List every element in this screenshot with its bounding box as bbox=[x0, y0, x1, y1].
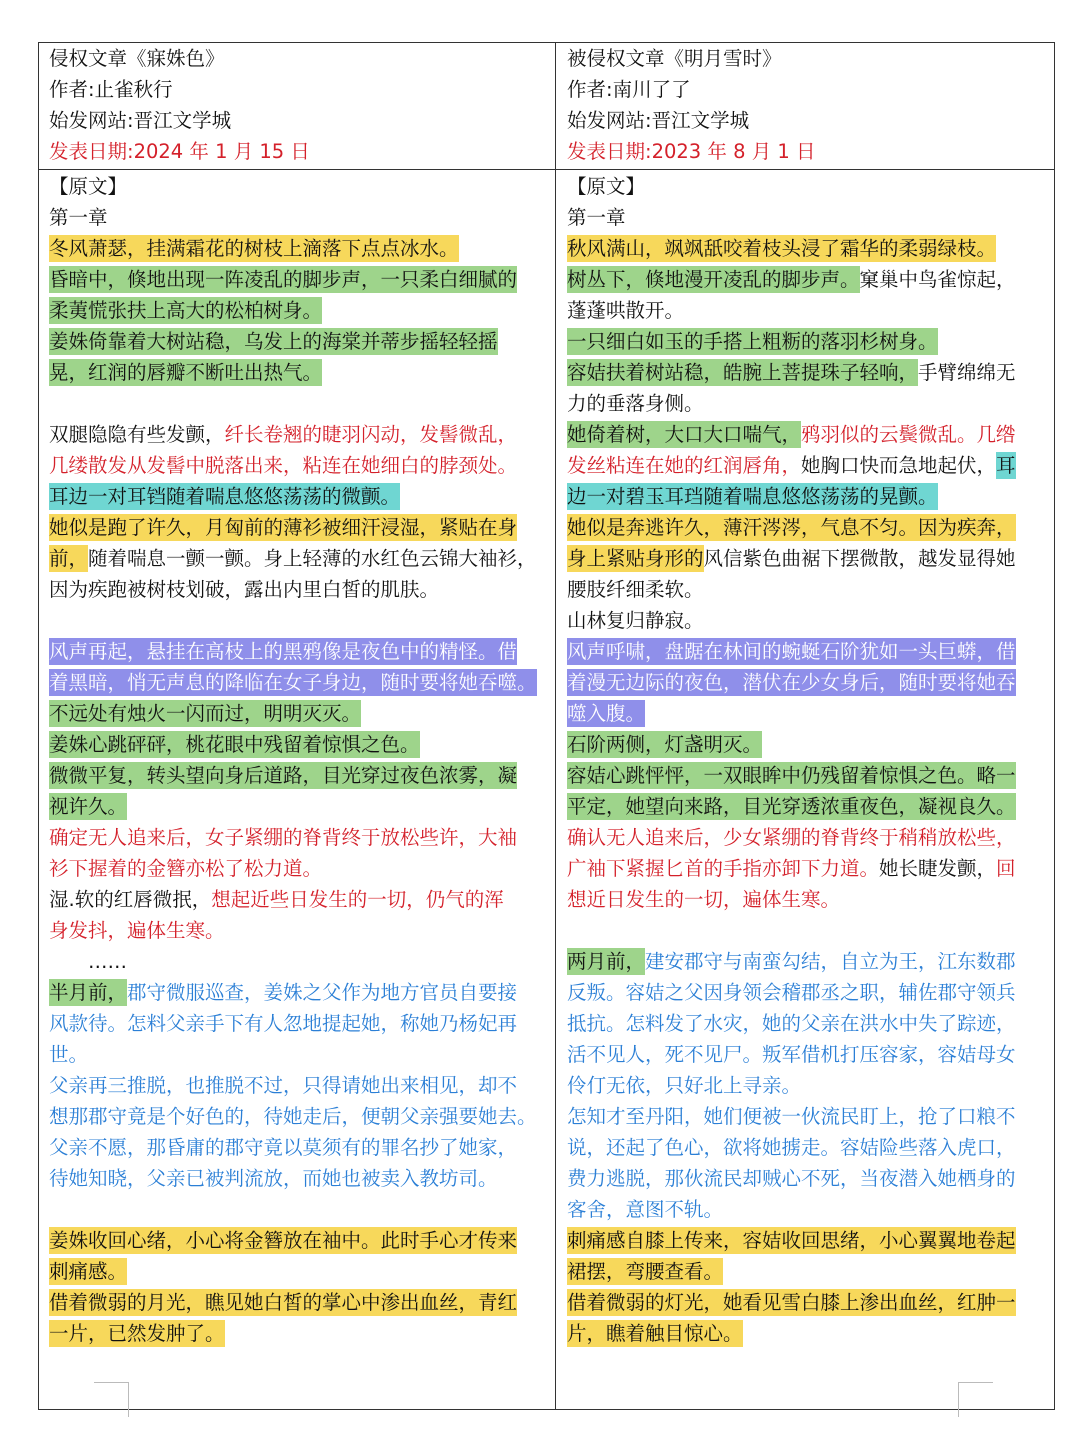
highlighted-segment: 刺痛感。 bbox=[49, 1260, 128, 1283]
left-text-line bbox=[49, 822, 549, 853]
left-text-line bbox=[49, 543, 549, 574]
text-segment: …… bbox=[49, 950, 128, 973]
text-segment: 世。 bbox=[49, 1043, 89, 1066]
text-segment: 衫下握着的金簪亦松了松力道。 bbox=[49, 857, 323, 880]
left-text-line bbox=[49, 729, 549, 760]
text-segment: 【原文】 bbox=[567, 175, 646, 198]
highlighted-segment: 冬风萧瑟，挂满霜花的树枝上滴落下点点冰水。 bbox=[49, 237, 459, 260]
right-text-line bbox=[567, 481, 1067, 512]
right-text-line bbox=[567, 1008, 1067, 1039]
left-text-line bbox=[49, 574, 549, 605]
highlighted-segment: 风声呼啸，盘踞在林间的蜿蜒石阶犹如一头巨蟒，借 bbox=[567, 640, 1016, 663]
text-segment: 怎知才至丹阳，她们便被一伙流民盯上，抢了口粮不 bbox=[567, 1105, 1016, 1128]
right-text-line bbox=[567, 1163, 1067, 1194]
text-segment: 客舍，意图不轨。 bbox=[567, 1198, 724, 1221]
left-text-line bbox=[49, 1008, 549, 1039]
text-segment: 活不见人，死不见尸。叛军借机打压容家，容姞母女 bbox=[567, 1043, 1016, 1066]
corner-mark-left bbox=[94, 1382, 129, 1417]
right-text-line bbox=[567, 853, 1067, 884]
text-segment: 想近日发生的一切，遍体生寒。 bbox=[567, 888, 841, 911]
left-text-line bbox=[49, 357, 549, 388]
text-segment: 确定无人追来后，女子紧绷的脊背终于放松些许，大袖 bbox=[49, 826, 518, 849]
text-segment: 几缕散发从发髻中脱落出来，粘连在她细白的脖颈处。 bbox=[49, 454, 518, 477]
text-segment: 伶仃无依，只好北上寻亲。 bbox=[567, 1074, 802, 1097]
highlighted-segment: 边一对碧玉耳珰随着喘息悠悠荡荡的晃颤。 bbox=[567, 485, 938, 508]
highlighted-segment: 昏暗中，倏地出现一阵凌乱的脚步声，一只柔白细腻的 bbox=[49, 268, 518, 291]
left-text-line bbox=[49, 853, 549, 884]
right-text-line bbox=[567, 698, 1067, 729]
text-segment: 力的垂落身侧。 bbox=[567, 392, 704, 415]
highlighted-segment: 石阶两侧，灯盏明灭。 bbox=[567, 733, 763, 756]
left-text-line bbox=[49, 1287, 549, 1318]
highlighted-segment: 她似是奔逃许久，薄汗涔涔，气息不匀。因为疾奔， bbox=[567, 516, 1016, 539]
text-segment: 风款待。怎料父亲手下有人忽地提起她，称她乃杨妃再 bbox=[49, 1012, 518, 1035]
highlighted-segment: 一只细白如玉的手搭上粗粝的落羽杉树身。 bbox=[567, 330, 938, 353]
right-text-line bbox=[567, 450, 1067, 481]
highlighted-segment: 片，瞧着触目惊心。 bbox=[567, 1322, 743, 1345]
highlighted-segment: 平定，她望向来路，目光穿透浓重夜色，凝视良久。 bbox=[567, 795, 1016, 818]
left-text-line bbox=[49, 1039, 549, 1070]
right-text-line bbox=[567, 667, 1067, 698]
right-text-line bbox=[567, 1225, 1067, 1256]
highlighted-segment: 晃，红润的唇瓣不断吐出热气。 bbox=[49, 361, 323, 384]
right-text-line bbox=[567, 729, 1067, 760]
highlighted-segment: 姜姝心跳砰砰，桃花眼中残留着惊惧之色。 bbox=[49, 733, 420, 756]
left-header-line: 侵权文章《寐姝色》 bbox=[49, 47, 225, 70]
right-header-line: 被侵权文章《明月雪时》 bbox=[567, 47, 782, 70]
highlighted-segment: 秋风满山，飒飒舐咬着枝头浸了霜华的柔弱绿枝。 bbox=[567, 237, 997, 260]
corner-mark-right bbox=[958, 1382, 993, 1417]
right-text-line bbox=[567, 543, 1067, 574]
highlighted-segment: 容姞心跳怦怦，一双眼眸中仍残留着惊惧之色。略一 bbox=[567, 764, 1016, 787]
right-text-line bbox=[567, 202, 1067, 233]
text-segment: 她长睫发颤， bbox=[879, 857, 997, 880]
right-header-line: 作者:南川了了 bbox=[567, 78, 691, 101]
left-text-line bbox=[49, 1225, 549, 1256]
right-text-line bbox=[567, 171, 1067, 202]
highlighted-segment: 不远处有烛火一闪而过，明明灭灭。 bbox=[49, 702, 362, 725]
left-text-line bbox=[49, 1256, 549, 1287]
highlighted-segment: 身上紧贴身形的 bbox=[567, 547, 704, 570]
text-segment: 说，还起了色心，欲将她掳走。容姞险些落入虎口， bbox=[567, 1136, 1016, 1159]
text-segment: 想那郡守竟是个好色的，待她走后，便朝父亲强要她去。 bbox=[49, 1105, 537, 1128]
header-divider bbox=[39, 169, 1054, 170]
right-text-line bbox=[567, 977, 1067, 1008]
left-text-line bbox=[49, 884, 549, 915]
text-segment: 郡守微服巡查，姜姝之父作为地方官员自要接 bbox=[127, 981, 518, 1004]
highlighted-segment: 前， bbox=[49, 547, 89, 570]
text-segment: 身发抖，遍体生寒。 bbox=[49, 919, 225, 942]
highlighted-segment: 刺痛感自膝上传来，容姞收回思绪，小心翼翼地卷起 bbox=[567, 1229, 1016, 1252]
text-segment: 腰肢纤细柔软。 bbox=[567, 578, 704, 601]
text-segment: 蓬蓬哄散开。 bbox=[567, 299, 685, 322]
left-text-line bbox=[49, 326, 549, 357]
text-segment: 第一章 bbox=[49, 206, 108, 229]
left-text-line bbox=[49, 202, 549, 233]
right-header-line: 发表日期:2023 年 8 月 1 日 bbox=[567, 140, 816, 163]
highlighted-segment: 她似是跑了许久，月匈前的薄衫被细汗浸湿，紧贴在身 bbox=[49, 516, 518, 539]
left-body bbox=[49, 171, 549, 1349]
highlighted-segment: 她倚着树，大口大口喘气， bbox=[567, 423, 802, 446]
text-segment: 回 bbox=[996, 857, 1016, 880]
highlighted-segment: 一片，已然发肿了。 bbox=[49, 1322, 225, 1345]
right-text-line bbox=[567, 419, 1067, 450]
right-body bbox=[567, 171, 1067, 1349]
right-header bbox=[567, 43, 1067, 167]
left-text-line bbox=[49, 915, 549, 946]
left-text-line bbox=[49, 450, 549, 481]
highlighted-segment: 噬入腹。 bbox=[567, 702, 646, 725]
left-text-line bbox=[49, 1163, 549, 1194]
right-text-line bbox=[567, 233, 1067, 264]
text-segment: 广袖下紧握匕首的手指亦卸下力道。 bbox=[567, 857, 880, 880]
text-segment: 抵抗。怎料发了水灾，她的父亲在洪水中失了踪迹， bbox=[567, 1012, 1016, 1035]
left-text-line bbox=[49, 791, 549, 822]
left-text-line bbox=[49, 171, 549, 202]
left-text-line bbox=[49, 1194, 549, 1225]
left-text-line bbox=[49, 946, 549, 977]
left-text-line bbox=[49, 388, 549, 419]
right-text-line bbox=[567, 388, 1067, 419]
right-text-line bbox=[567, 791, 1067, 822]
text-segment: 纤长卷翘的睫羽闪动，发髻微乱， bbox=[224, 423, 518, 446]
right-text-line bbox=[567, 1318, 1067, 1349]
left-text-line bbox=[49, 295, 549, 326]
highlighted-segment: 视许久。 bbox=[49, 795, 128, 818]
right-text-line bbox=[567, 605, 1067, 636]
right-text-line bbox=[567, 946, 1067, 977]
left-text-line bbox=[49, 667, 549, 698]
left-text-line bbox=[49, 1318, 549, 1349]
left-text-line bbox=[49, 698, 549, 729]
left-header-line: 发表日期:2024 年 1 月 15 日 bbox=[49, 140, 310, 163]
text-segment: 【原文】 bbox=[49, 175, 128, 198]
highlighted-segment: 着黑暗，悄无声息的降临在女子身边，随时要将她吞噬。 bbox=[49, 671, 537, 694]
text-segment: 建安郡守与南蛮勾结，自立为王，江东数郡 bbox=[645, 950, 1016, 973]
right-text-line bbox=[567, 636, 1067, 667]
text-segment: 想起近些日发生的一切，仍气的浑 bbox=[211, 888, 504, 911]
left-header bbox=[49, 43, 549, 167]
right-text-line bbox=[567, 295, 1067, 326]
text-segment: 山林复归静寂。 bbox=[567, 609, 704, 632]
right-text-line bbox=[567, 326, 1067, 357]
highlighted-segment: 裙摆，弯腰查看。 bbox=[567, 1260, 724, 1283]
left-text-line bbox=[49, 605, 549, 636]
right-text-line bbox=[567, 1070, 1067, 1101]
text-segment: 反叛。容姞之父因身领会稽郡丞之职，辅佐郡守领兵 bbox=[567, 981, 1016, 1004]
left-text-line bbox=[49, 1132, 549, 1163]
highlighted-segment: 借着微弱的灯光，她看见雪白膝上渗出血丝，红肿一 bbox=[567, 1291, 1016, 1314]
left-text-line bbox=[49, 481, 549, 512]
highlighted-segment: 风声再起，悬挂在高枝上的黑鸦像是夜色中的精怪。借 bbox=[49, 640, 518, 663]
text-segment: 窠巢中鸟雀惊起， bbox=[859, 268, 1016, 291]
text-segment: 待她知晓，父亲已被判流放，而她也被卖入教坊司。 bbox=[49, 1167, 498, 1190]
left-header-line: 始发网站:晋江文学城 bbox=[49, 109, 232, 132]
right-text-line bbox=[567, 512, 1067, 543]
right-text-line bbox=[567, 357, 1067, 388]
highlighted-segment: 半月前， bbox=[49, 981, 128, 1004]
right-text-line bbox=[567, 915, 1067, 946]
text-segment: 父亲再三推脱，也推脱不过，只得请她出来相见，却不 bbox=[49, 1074, 518, 1097]
right-text-line bbox=[567, 1194, 1067, 1225]
column-divider bbox=[555, 43, 556, 1409]
highlighted-segment: 耳边一对耳铛随着喘息悠悠荡荡的微颤。 bbox=[49, 485, 401, 508]
text-segment: 双腿隐隐有些发颤， bbox=[49, 423, 225, 446]
text-segment: 风信紫色曲裾下摆微散，越发显得她 bbox=[703, 547, 1016, 570]
text-segment: 鸦羽似的云鬓微乱。几绺 bbox=[801, 423, 1016, 446]
right-text-line bbox=[567, 264, 1067, 295]
highlighted-segment: 树丛下，倏地漫开凌乱的脚步声。 bbox=[567, 268, 860, 291]
comparison-table bbox=[38, 42, 1055, 1410]
text-segment: 父亲不愿，那昏庸的郡守竟以莫须有的罪名抄了她家， bbox=[49, 1136, 518, 1159]
right-text-line bbox=[567, 1039, 1067, 1070]
text-segment: 湿.软的红唇微抿， bbox=[49, 888, 212, 911]
right-text-line bbox=[567, 1256, 1067, 1287]
text-segment: 确认无人追来后，少女紧绷的脊背终于稍稍放松些， bbox=[567, 826, 1016, 849]
left-text-line bbox=[49, 636, 549, 667]
right-text-line bbox=[567, 1101, 1067, 1132]
right-text-line bbox=[567, 1287, 1067, 1318]
highlighted-segment: 微微平复，转头望向身后道路，目光穿过夜色浓雾，凝 bbox=[49, 764, 518, 787]
text-segment: 费力逃脱，那伙流民却贼心不死，当夜潜入她栖身的 bbox=[567, 1167, 1016, 1190]
left-text-line bbox=[49, 760, 549, 791]
text-segment: 随着喘息一颤一颤。身上轻薄的水红色云锦大袖衫， bbox=[88, 547, 537, 570]
right-text-line bbox=[567, 822, 1067, 853]
highlighted-segment: 姜姝倚靠着大树站稳，乌发上的海棠并蒂步摇轻轻摇 bbox=[49, 330, 498, 353]
highlighted-segment: 容姞扶着树站稳，皓腕上菩提珠子轻响， bbox=[567, 361, 919, 384]
highlighted-segment: 两月前， bbox=[567, 950, 646, 973]
left-text-line bbox=[49, 977, 549, 1008]
text-segment: 发丝粘连在她的红润唇角， bbox=[567, 454, 802, 477]
left-text-line bbox=[49, 1070, 549, 1101]
text-segment: 第一章 bbox=[567, 206, 626, 229]
left-text-line bbox=[49, 233, 549, 264]
right-header-line: 始发网站:晋江文学城 bbox=[567, 109, 750, 132]
highlighted-segment: 姜姝收回心绪，小心将金簪放在袖中。此时手心才传来 bbox=[49, 1229, 518, 1252]
left-text-line bbox=[49, 512, 549, 543]
text-segment: 她胸口快而急地起伏， bbox=[801, 454, 997, 477]
left-text-line bbox=[49, 419, 549, 450]
left-header-line: 作者:止雀秋行 bbox=[49, 78, 173, 101]
right-text-line bbox=[567, 760, 1067, 791]
left-text-line bbox=[49, 1101, 549, 1132]
highlighted-segment: 着漫无边际的夜色，潜伏在少女身后，随时要将她吞 bbox=[567, 671, 1016, 694]
highlighted-segment: 柔荑慌张扶上高大的松柏树身。 bbox=[49, 299, 323, 322]
highlighted-segment: 借着微弱的月光，瞧见她白皙的掌心中渗出血丝，青红 bbox=[49, 1291, 518, 1314]
text-segment: 因为疾跑被树枝划破，露出内里白皙的肌肤。 bbox=[49, 578, 440, 601]
text-segment: 手臂绵绵无 bbox=[918, 361, 1016, 384]
right-text-line bbox=[567, 574, 1067, 605]
left-text-line bbox=[49, 264, 549, 295]
right-text-line bbox=[567, 1132, 1067, 1163]
highlighted-segment: 耳 bbox=[996, 454, 1016, 477]
right-text-line bbox=[567, 884, 1067, 915]
